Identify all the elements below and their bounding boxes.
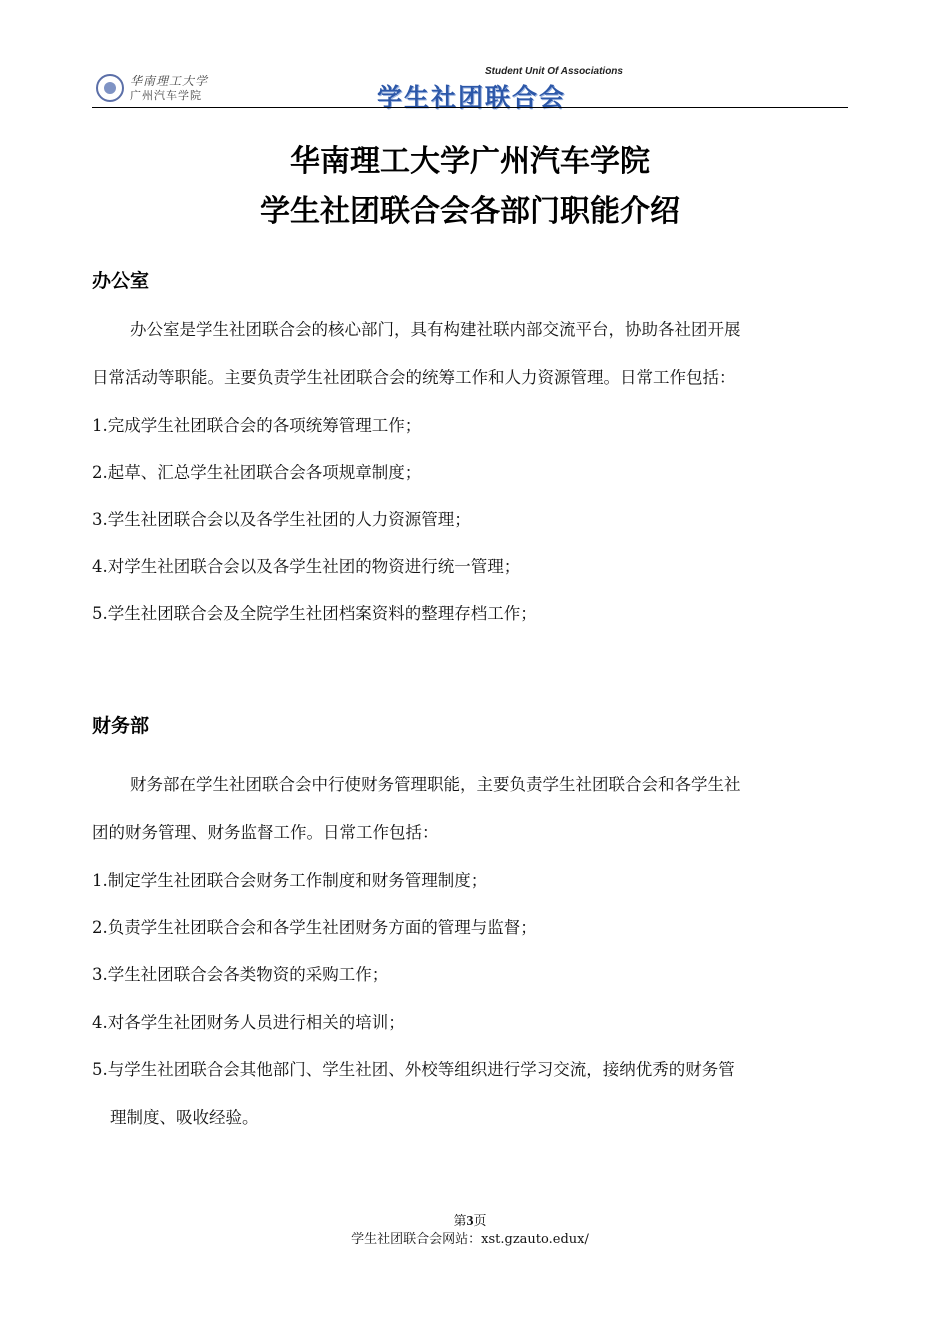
finance-item-3: 3.学生社团联合会各类物资的采购工作； bbox=[92, 965, 389, 984]
university-name: 华南理工大学 bbox=[130, 74, 209, 88]
section-heading-finance: 财务部 bbox=[92, 715, 150, 737]
document-title-line1: 华南理工大学广州汽车学院 bbox=[290, 144, 650, 179]
university-seal-icon bbox=[96, 74, 124, 102]
office-item-4: 4.对学生社团联合会以及各学生社团的物资进行统一管理； bbox=[92, 557, 521, 576]
page-suffix: 页 bbox=[473, 1214, 487, 1229]
page-prefix: 第 bbox=[453, 1214, 467, 1229]
finance-intro-line2: 团的财务管理、财务监督工作。日常工作包括： bbox=[92, 823, 439, 842]
finance-item-4: 4.对各学生社团财务人员进行相关的培训； bbox=[92, 1013, 405, 1032]
office-item-5: 5.学生社团联合会及全院学生社团档案资料的整理存档工作； bbox=[92, 604, 537, 623]
office-item-1: 1.完成学生社团联合会的各项统筹管理工作； bbox=[92, 416, 422, 435]
office-intro-line2: 日常活动等职能。主要负责学生社团联合会的统筹工作和人力资源管理。日常工作包括： bbox=[92, 368, 736, 387]
section-heading-office: 办公室 bbox=[92, 270, 150, 292]
document-title-line2: 学生社团联合会各部门职能介绍 bbox=[260, 194, 680, 229]
page-header bbox=[92, 64, 848, 112]
university-logo bbox=[96, 74, 208, 102]
association-chinese-name: 学生社团联合会 bbox=[377, 83, 567, 112]
finance-item-1: 1.制定学生社团联合会财务工作制度和财务管理制度； bbox=[92, 871, 488, 890]
finance-item-5-continued: 理制度、吸收经验。 bbox=[110, 1108, 259, 1127]
office-item-3: 3.学生社团联合会以及各学生社团的人力资源管理； bbox=[92, 510, 471, 529]
header-divider bbox=[92, 107, 848, 108]
office-item-2: 2.起草、汇总学生社团联合会各项规章制度； bbox=[92, 463, 422, 482]
page-number-value: 3 bbox=[466, 1214, 474, 1229]
finance-item-2: 2.负责学生社团联合会和各学生社团财务方面的管理与监督； bbox=[92, 918, 537, 937]
finance-intro-line1: 财务部在学生社团联合会中行使财务管理职能，主要负责学生社团联合会和各学生社 bbox=[130, 775, 741, 794]
association-english-name: Student Unit Of Associations bbox=[485, 66, 623, 77]
college-name: 广州汽车学院 bbox=[130, 89, 202, 102]
page-number bbox=[92, 1210, 848, 1230]
office-intro-line1: 办公室是学生社团联合会的核心部门，具有构建社联内部交流平台，协助各社团开展 bbox=[130, 320, 741, 339]
footer-website: 学生社团联合会网站：xst.gzauto.edux/ bbox=[351, 1232, 589, 1247]
finance-item-5: 5.与学生社团联合会其他部门、学生社团、外校等组织进行学习交流，接纳优秀的财务管 bbox=[92, 1060, 735, 1079]
